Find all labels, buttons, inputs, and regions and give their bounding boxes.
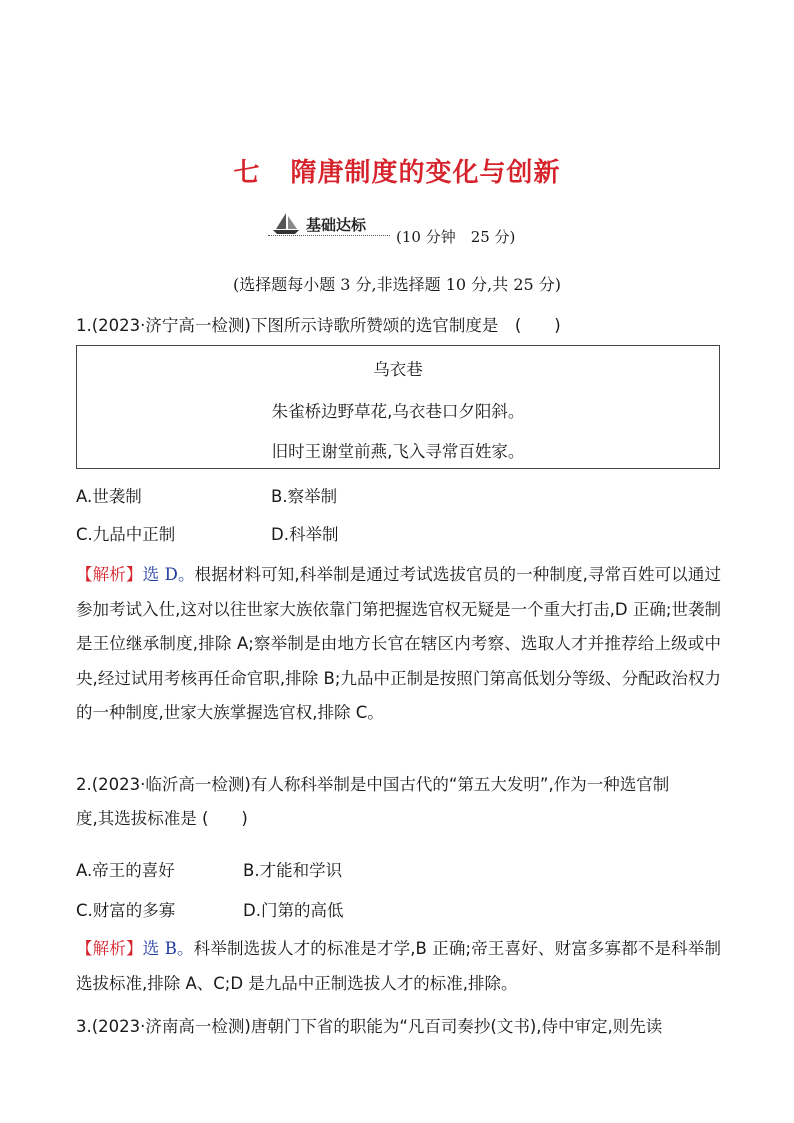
q1-analysis-text: 根据材料可知,科举制是通过考试选拔官员的一种制度,寻常百姓可以通过参加考试入仕,这对以往世家大族依靠门第把握选官权无疑是一个重大打击,D 正确;世袭制是王位继承制度,排除 A;察举制是由地方长官在辖区内考察、选取人才并推荐给上级或中央,经过试用考核再任命官职,排除 B;九品中正制是按照门第高低划分等级、分配政治权力的一种制度,世家大族掌握选官权,排除 C。 — [76, 565, 721, 722]
poem-box — [76, 345, 720, 469]
basic-badge — [268, 212, 388, 238]
q2-option-a: A.帝王的喜好 — [76, 861, 175, 880]
time-score: (10 分钟 25 分) — [396, 228, 516, 246]
q1-option-a: A.世袭制 — [76, 487, 142, 506]
section-badge — [268, 212, 568, 246]
q2-analysis — [76, 932, 721, 1001]
q1-option-c: C.九品中正制 — [76, 525, 176, 544]
question-1-stem: 1.(2023·济宁高一检测)下图所示诗歌所赞颂的选官制度是 ( ) — [76, 316, 561, 335]
analysis-tag: 【解析】 — [76, 939, 143, 958]
q2-option-c: C.财富的多寡 — [76, 901, 176, 920]
q1-option-d: D.科举制 — [271, 525, 339, 544]
question-2-stem: 2.(2023·临沂高一检测)有人称科举制是中国古代的“第五大发明”,作为一种选官制 度,其选拔标准是 ( ) — [76, 775, 670, 828]
q2-option-d: D.门第的高低 — [243, 901, 344, 920]
sailboat-icon — [270, 212, 302, 236]
chapter-number: 七 — [233, 158, 261, 188]
question-3-stem: 3.(2023·济南高一检测)唐朝门下省的职能为“凡百司奏抄(文书),侍中审定,则先读 — [76, 1017, 663, 1036]
poem-line-1: 朱雀桥边野草花,乌衣巷口夕阳斜。 — [271, 402, 525, 421]
poem-line-2: 旧时王谢堂前燕,飞入寻常百姓家。 — [271, 442, 525, 461]
chapter-title: 隋唐制度的变化与创新 — [290, 158, 561, 188]
scoring-note: (选择题每小题 3 分,非选择题 10 分,共 25 分) — [232, 275, 562, 294]
page-title — [0, 152, 794, 189]
badge-label: 基础达标 — [306, 216, 367, 234]
q2-option-b: B.才能和学识 — [243, 861, 343, 880]
q1-option-b: B.察举制 — [271, 487, 338, 506]
q1-answer: 选 D。 — [142, 565, 195, 584]
q1-analysis — [76, 558, 721, 731]
badge-underline — [268, 235, 390, 236]
analysis-tag: 【解析】 — [76, 565, 143, 584]
q2-analysis-text: 科举制选拔人才的标准是才学,B 正确;帝王喜好、财富多寡都不是科举制选拔标准,排除 A、C;D 是九品中正制选拔人才的标准,排除。 — [76, 939, 722, 993]
q2-answer: 选 B。 — [142, 939, 194, 958]
poem-title: 乌衣巷 — [373, 360, 423, 379]
